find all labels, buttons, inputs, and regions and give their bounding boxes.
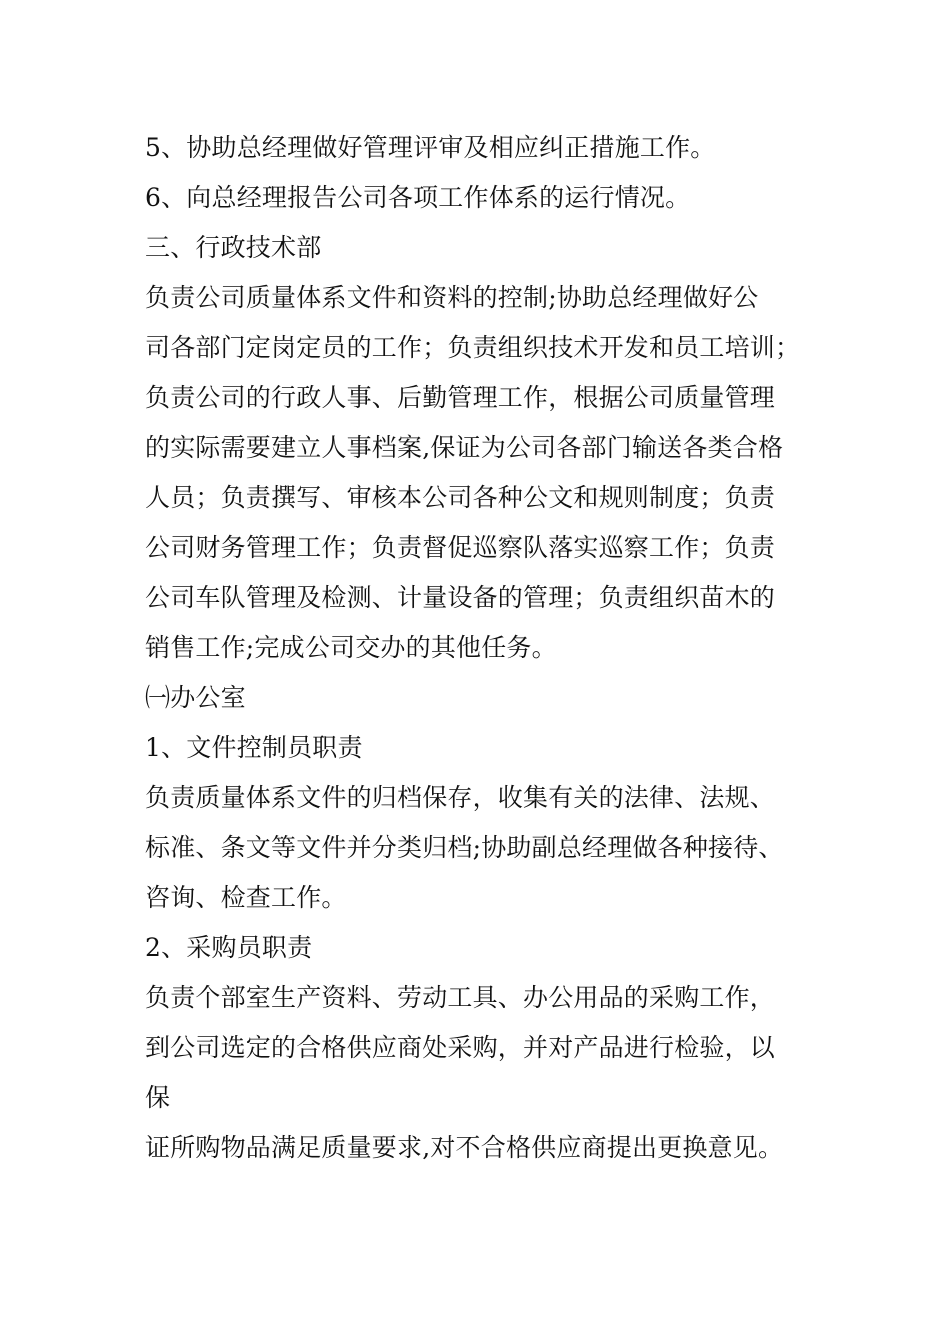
text-line: 人员；负责撰写、审核本公司各种公文和规则制度；负责 xyxy=(145,483,776,512)
text-line: 到公司选定的合格供应商处采购，并对产品进行检验，以 xyxy=(145,1033,776,1062)
section-heading: 三、行政技术部 xyxy=(145,233,322,262)
text-line: 证所购物品满足质量要求,对不合格供应商提出更换意见。 xyxy=(145,1133,784,1162)
text-line: 保 xyxy=(145,1083,171,1112)
text-line: 咨询、检查工作。 xyxy=(145,883,347,912)
text-line: 负责公司质量体系文件和资料的控制;协助总经理做好公 xyxy=(145,283,759,312)
text-line: 5、协助总经理做好管理评审及相应纠正措施工作。 xyxy=(145,133,716,162)
text-line: 标准、条文等文件并分类归档;协助副总经理做各种接待、 xyxy=(145,833,784,862)
item-heading: 2、采购员职责 xyxy=(145,933,313,962)
item-heading: 1、文件控制员职责 xyxy=(145,733,363,762)
subsection-heading: ㈠办公室 xyxy=(145,683,246,712)
text-line: 负责质量体系文件的归档保存，收集有关的法律、法规、 xyxy=(145,783,776,812)
text-line: 司各部门定岗定员的工作；负责组织技术开发和员工培训； xyxy=(145,333,801,362)
text-line: 公司财务管理工作；负责督促巡察队落实巡察工作；负责 xyxy=(145,533,776,562)
text-line: 6、向总经理报告公司各项工作体系的运行情况。 xyxy=(145,183,691,212)
text-line: 公司车队管理及检测、计量设备的管理；负责组织苗木的 xyxy=(145,583,776,612)
text-line: 销售工作;完成公司交办的其他任务。 xyxy=(145,633,557,662)
text-line: 负责公司的行政人事、后勤管理工作，根据公司质量管理 xyxy=(145,383,776,412)
text-line: 的实际需要建立人事档案,保证为公司各部门输送各类合格 xyxy=(145,433,784,462)
text-line: 负责个部室生产资料、劳动工具、办公用品的采购工作， xyxy=(145,983,776,1012)
